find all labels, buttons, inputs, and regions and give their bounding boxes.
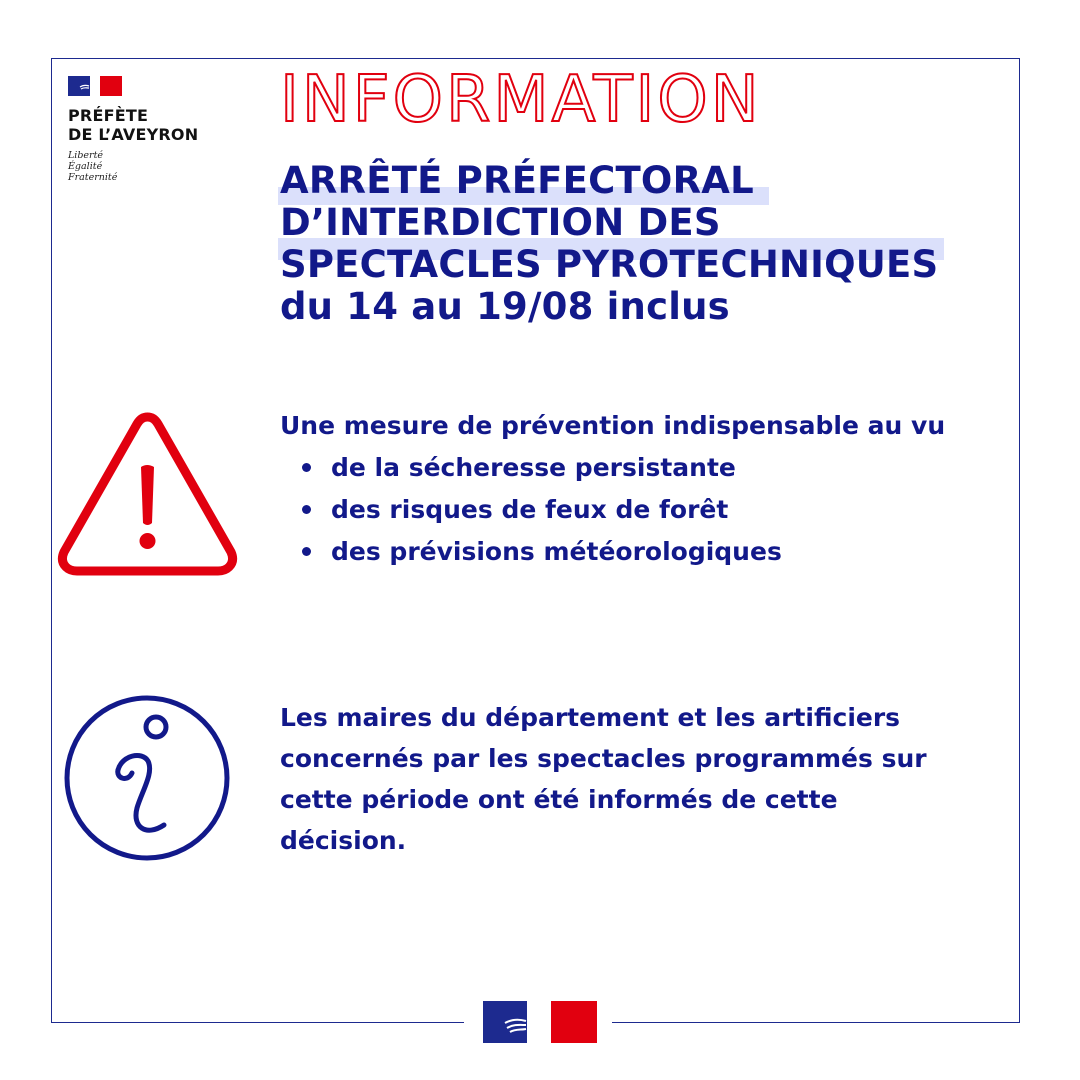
mayors-informed-text: [280, 697, 1000, 861]
prefecture-name-line: PRÉFÈTE: [68, 106, 149, 125]
info-circle-icon: [62, 693, 232, 863]
text-line: Les maires du département et les artificiers: [280, 703, 901, 732]
warning-triangle-icon: [55, 405, 240, 580]
list-item: des risques de feux de forêt: [300, 492, 782, 534]
headline-line: D’INTERDICTION DES: [280, 201, 721, 244]
headline-line: du 14 au 19/08 inclus: [280, 285, 730, 328]
republic-motto: [68, 150, 198, 183]
motto-line: Liberté: [68, 150, 104, 161]
text-line: concernés par les spectacles programmés sur: [280, 744, 927, 773]
prefecture-name: [68, 106, 198, 144]
list-item: des prévisions météorologiques: [300, 534, 782, 576]
decree-headline: [280, 160, 1000, 328]
marianne-bloc-icon: [483, 1001, 597, 1043]
marianne-flag-icon: [68, 76, 122, 96]
headline-line: ARRÊTÉ PRÉFECTORAL: [280, 159, 754, 202]
headline-line: SPECTACLES PYROTECHNIQUES: [280, 243, 939, 286]
reasons-list: [300, 450, 782, 576]
text-line: cette période ont été informés de cette: [280, 785, 838, 814]
text-line: décision.: [280, 826, 407, 855]
information-heading: INFORMATION: [280, 63, 762, 137]
motto-line: Fraternité: [68, 172, 118, 183]
prefecture-name-line: DE L’AVEYRON: [68, 125, 199, 144]
prefecture-logo: [68, 76, 198, 183]
prevention-intro: Une mesure de prévention indispensable au vu: [280, 411, 946, 440]
list-item: de la sécheresse persistante: [300, 450, 782, 492]
motto-line: Égalité: [68, 161, 103, 172]
